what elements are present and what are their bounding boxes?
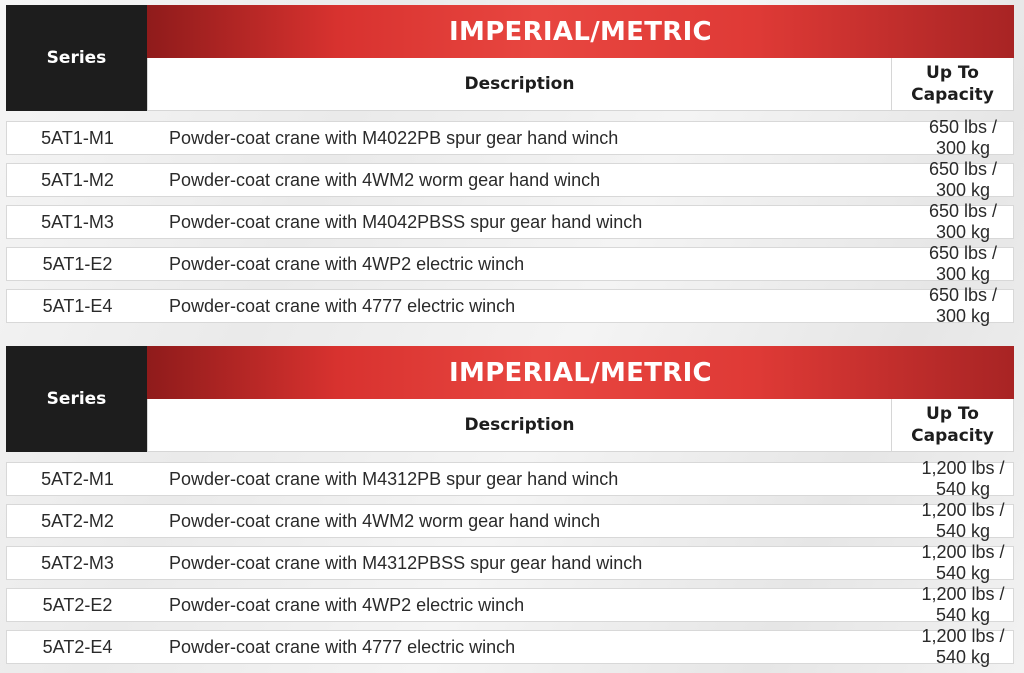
- capacity-cell: 1,200 lbs / 540 kg: [921, 542, 1005, 583]
- table-row: [6, 117, 1014, 158]
- capacity-cell: 650 lbs / 300 kg: [928, 243, 998, 284]
- series-column-header: Series: [6, 5, 147, 111]
- series-cell: 5AT1-E4: [42, 295, 113, 316]
- capacity-header-line1: Up To: [926, 63, 979, 83]
- series-cell: 5AT2-M3: [41, 552, 114, 573]
- capacity-header-line1: Up To: [926, 404, 979, 424]
- spec-table-1: [6, 5, 1014, 331]
- series-column-header: Series: [6, 346, 147, 452]
- description-cell: Powder-coat crane with 4WP2 electric winch: [169, 594, 525, 615]
- series-cell: 5AT1-M3: [41, 211, 114, 232]
- series-cell: 5AT2-E2: [42, 594, 113, 615]
- series-cell: 5AT2-E4: [42, 636, 113, 657]
- series-cell: 5AT1-E2: [42, 253, 113, 274]
- capacity-cell: 650 lbs / 300 kg: [928, 159, 998, 200]
- series-cell: 5AT2-M2: [41, 510, 114, 531]
- table-row: [6, 458, 1014, 499]
- units-banner: IMPERIAL/METRIC: [147, 5, 1014, 58]
- table-header: [6, 5, 1014, 111]
- series-cell: 5AT1-M2: [41, 169, 114, 190]
- capacity-cell: 1,200 lbs / 540 kg: [921, 626, 1005, 667]
- description-cell: Powder-coat crane with 4WM2 worm gear hand winch: [169, 169, 601, 190]
- table-row: [6, 159, 1014, 200]
- description-cell: Powder-coat crane with 4WP2 electric winch: [169, 253, 525, 274]
- table-row: [6, 542, 1014, 583]
- description-cell: Powder-coat crane with M4312PBSS spur gear hand winch: [169, 552, 643, 573]
- capacity-column-header: [892, 399, 1014, 452]
- description-cell: Powder-coat crane with 4WM2 worm gear hand winch: [169, 510, 601, 531]
- table-row: [6, 285, 1014, 326]
- capacity-cell: 650 lbs / 300 kg: [928, 117, 998, 158]
- table-row: [6, 626, 1014, 667]
- capacity-cell: 650 lbs / 300 kg: [928, 285, 998, 326]
- capacity-cell: 1,200 lbs / 540 kg: [921, 458, 1005, 499]
- spec-table-2: [6, 346, 1014, 672]
- description-cell: Powder-coat crane with M4312PB spur gear hand winch: [169, 468, 619, 489]
- capacity-cell: 1,200 lbs / 540 kg: [921, 584, 1005, 625]
- capacity-header-line2: Capacity: [911, 85, 994, 105]
- capacity-column-header: [892, 58, 1014, 111]
- description-cell: Powder-coat crane with M4042PBSS spur gear hand winch: [169, 211, 643, 232]
- description-cell: Powder-coat crane with 4777 electric winch: [169, 295, 516, 316]
- table-row: [6, 201, 1014, 242]
- capacity-cell: 1,200 lbs / 540 kg: [921, 500, 1005, 541]
- units-banner: IMPERIAL/METRIC: [147, 346, 1014, 399]
- table-header: [6, 346, 1014, 452]
- series-cell: 5AT2-M1: [41, 468, 114, 489]
- table-row: [6, 243, 1014, 284]
- table-row: [6, 500, 1014, 541]
- table-row: [6, 584, 1014, 625]
- description-column-header: Description: [147, 58, 892, 111]
- series-cell: 5AT1-M1: [41, 127, 114, 148]
- description-cell: Powder-coat crane with 4777 electric winch: [169, 636, 516, 657]
- description-column-header: Description: [147, 399, 892, 452]
- description-cell: Powder-coat crane with M4022PB spur gear hand winch: [169, 127, 619, 148]
- capacity-header-line2: Capacity: [911, 426, 994, 446]
- capacity-cell: 650 lbs / 300 kg: [928, 201, 998, 242]
